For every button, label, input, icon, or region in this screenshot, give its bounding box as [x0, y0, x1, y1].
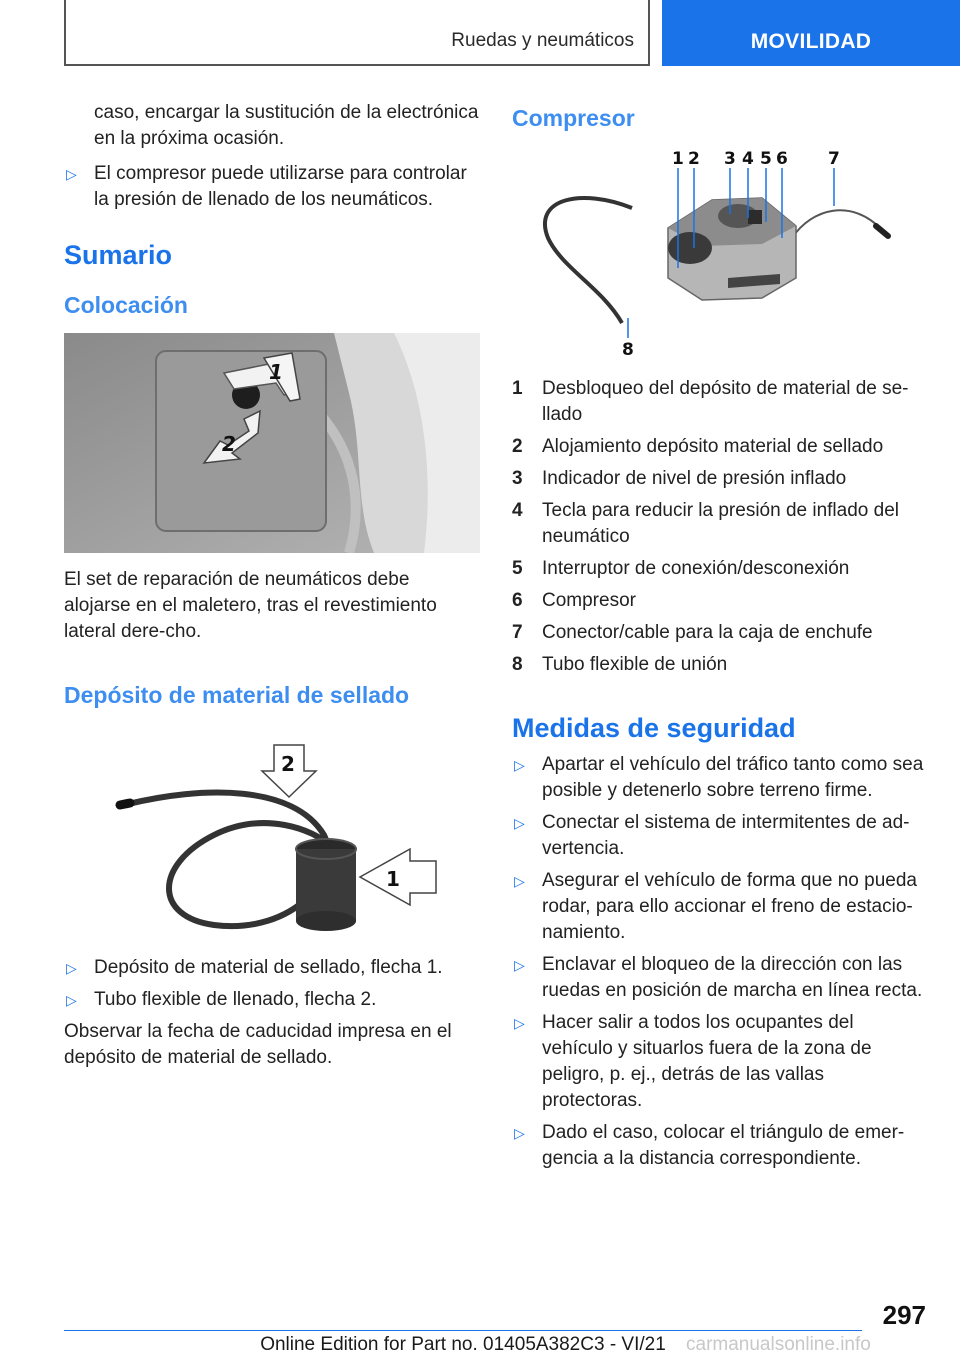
deposito-arrow-label-2: 2 [281, 752, 295, 776]
list-item: ▷ Conectar el sistema de intermitentes de ad‐vertencia. [514, 812, 910, 859]
compresor-figure [512, 148, 928, 358]
header-section-name: Ruedas y neumáticos [451, 30, 634, 51]
list-item: 5 Interruptor de conexión/desconexión [512, 558, 850, 579]
compresor-label-6: 6 [776, 149, 788, 169]
deposito-note: Observar la fecha de caducidad impresa en el depósito de material de sellado. [64, 1021, 452, 1068]
compresor-label-5: 5 [760, 149, 772, 169]
footer-watermark: carmanualsonline.info [686, 1334, 871, 1355]
footer-edition: Online Edition for Part no. 01405A382C3 - VI/21 [260, 1334, 666, 1355]
compresor-label-7: 7 [828, 149, 840, 169]
colocacion-text: El set de reparación de neumáticos debe alojarse en el maletero, tras el revestimiento lateral dere‐cho. [64, 569, 437, 642]
compresor-label-1: 1 [672, 149, 684, 169]
deposito-figure [64, 725, 480, 941]
list-item: 4 Tecla para reducir la presión de inflado del neumático [512, 500, 899, 547]
list-item: 8 Tubo flexible de unión [512, 654, 728, 675]
intro-continuation: caso, encargar la sustitución de la electrónica en la próxima ocasión. [94, 102, 479, 149]
header-chapter-tab[interactable] [662, 0, 960, 66]
list-item: ▷ Hacer salir a todos los ocupantes del vehículo y situarlos fuera de la zona de peligro, p. ej., detrás de las vallas protectoras. [514, 1012, 872, 1111]
list-item: ▷ Enclavar el bloqueo de la dirección con las ruedas en posición de marcha en línea recta. [514, 954, 923, 1001]
bullet-triangle-icon: ▷ [66, 166, 77, 182]
list-item: ▷ Tubo flexible de llenado, flecha 2. [64, 987, 480, 1013]
seguridad-heading: Medidas de seguridad [512, 713, 796, 743]
bullet-triangle-icon: ▷ [514, 1125, 525, 1141]
colocacion-heading: Colocación [64, 292, 188, 318]
bullet-triangle-icon: ▷ [514, 815, 525, 831]
bullet-triangle-icon: ▷ [514, 957, 525, 973]
colocacion-arrow-label-1: 1 [269, 360, 283, 384]
bullet-triangle-icon: ▷ [66, 992, 77, 1008]
colocacion-arrow-label-2: 2 [222, 432, 236, 456]
page-number: 297 [882, 1300, 926, 1330]
bullet-triangle-icon: ▷ [514, 757, 525, 773]
left-column [64, 100, 480, 1071]
deposito-heading: Depósito de material de sellado [64, 682, 410, 708]
compresor-legend-list [512, 376, 928, 678]
sumario-heading: Sumario [64, 240, 173, 270]
list-item: ▷ Dado el caso, colocar el triángulo de emer‐gencia a la distancia correspondiente. [514, 1122, 905, 1169]
page-header [64, 0, 960, 66]
bullet-triangle-icon: ▷ [514, 1015, 525, 1031]
colocacion-figure [64, 333, 480, 553]
deposito-arrow-label-1: 1 [386, 867, 400, 891]
list-item: 2 Alojamiento depósito material de sellado [512, 436, 884, 457]
list-item: ▷ Asegurar el vehículo de forma que no pueda rodar, para ello accionar el freno de estacio‐namiento. [514, 870, 917, 943]
footer-divider [64, 1330, 862, 1331]
compresor-label-2: 2 [688, 149, 700, 169]
right-column [512, 100, 928, 1172]
compresor-label-4: 4 [742, 149, 754, 169]
seguridad-bullet-list [512, 752, 928, 1172]
list-item: ▷ Depósito de material de sellado, flecha 1. [64, 955, 480, 981]
list-item: ▷ El compresor puede utilizarse para controlar la presión de llenado de los neumáticos. [66, 163, 467, 210]
intro-bullet-list [64, 161, 480, 213]
deposito-bullet-list [64, 955, 480, 1013]
compresor-heading: Compresor [512, 105, 635, 131]
bullet-triangle-icon: ▷ [514, 873, 525, 889]
list-item: 7 Conector/cable para la caja de enchufe [512, 622, 873, 643]
header-chapter-label: MOVILIDAD [750, 30, 872, 53]
compresor-label-3: 3 [724, 149, 736, 169]
compresor-label-8: 8 [622, 340, 634, 358]
bullet-triangle-icon: ▷ [66, 960, 77, 976]
list-item: 1 Desbloqueo del depósito de material de se‐llado [512, 378, 909, 425]
list-item: 3 Indicador de nivel de presión inflado [512, 468, 847, 489]
list-item: 6 Compresor [512, 590, 636, 611]
list-item: ▷ Apartar el vehículo del tráfico tanto como sea posible y detenerlo sobre terreno firme. [514, 754, 924, 801]
